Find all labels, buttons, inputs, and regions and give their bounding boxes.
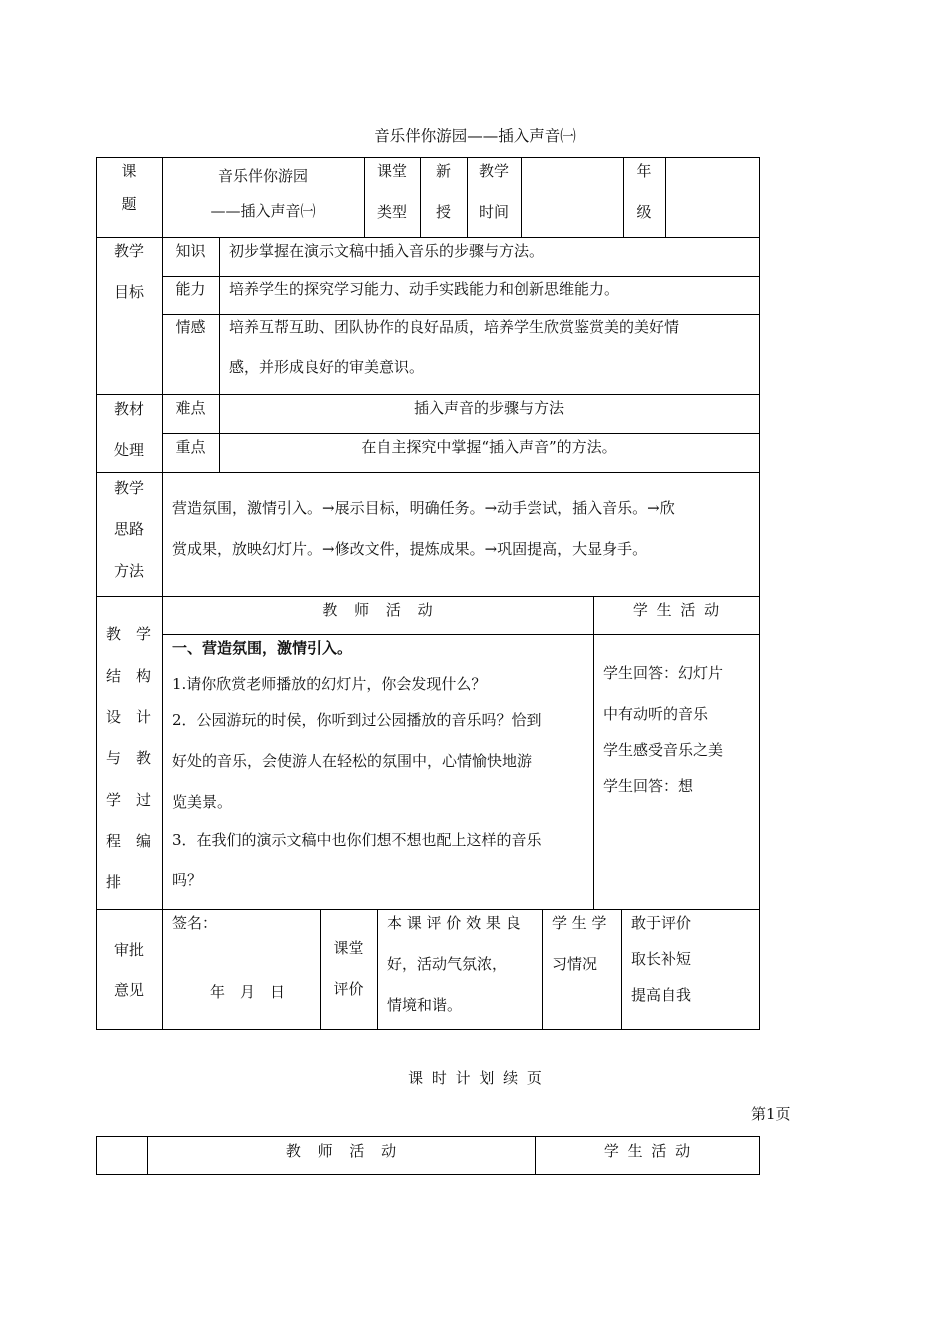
- document-title: 音乐伴你游园——插入声音㈠: [374, 127, 576, 145]
- key-point-text: 在自主探究中掌握“插入声音”的方法。: [361, 438, 617, 456]
- continued-teacher-header: 教 师 活 动: [285, 1142, 397, 1160]
- page-number: 第1页: [751, 1105, 791, 1123]
- key-point-label: 重点: [175, 438, 206, 456]
- goal-knowledge-label: 知识: [175, 242, 206, 260]
- difficulty-text: 插入声音的步骤与方法: [413, 399, 564, 417]
- signature-date: 年 月 日: [210, 983, 286, 1001]
- section-title: 一、营造氛围，激情引入。: [172, 639, 353, 657]
- goal-ability-text: 培养学生的探究学习能力、动手实践能力和创新思维能力。: [229, 280, 620, 298]
- student-activity-header: 学 生 活 动: [632, 601, 720, 619]
- goal-emotion-label: 情感: [175, 318, 206, 336]
- continued-student-header: 学 生 活 动: [603, 1142, 691, 1160]
- difficulty-label: 难点: [175, 399, 206, 417]
- teacher-activity-header: 教 师 活 动: [322, 601, 433, 619]
- goal-ability-label: 能力: [175, 280, 206, 298]
- signature-label: 签名：: [172, 914, 218, 932]
- goal-knowledge-text: 初步掌握在演示文稿中插入音乐的步骤与方法。: [229, 242, 545, 260]
- continued-title: 课 时 计 划 续 页: [408, 1069, 542, 1087]
